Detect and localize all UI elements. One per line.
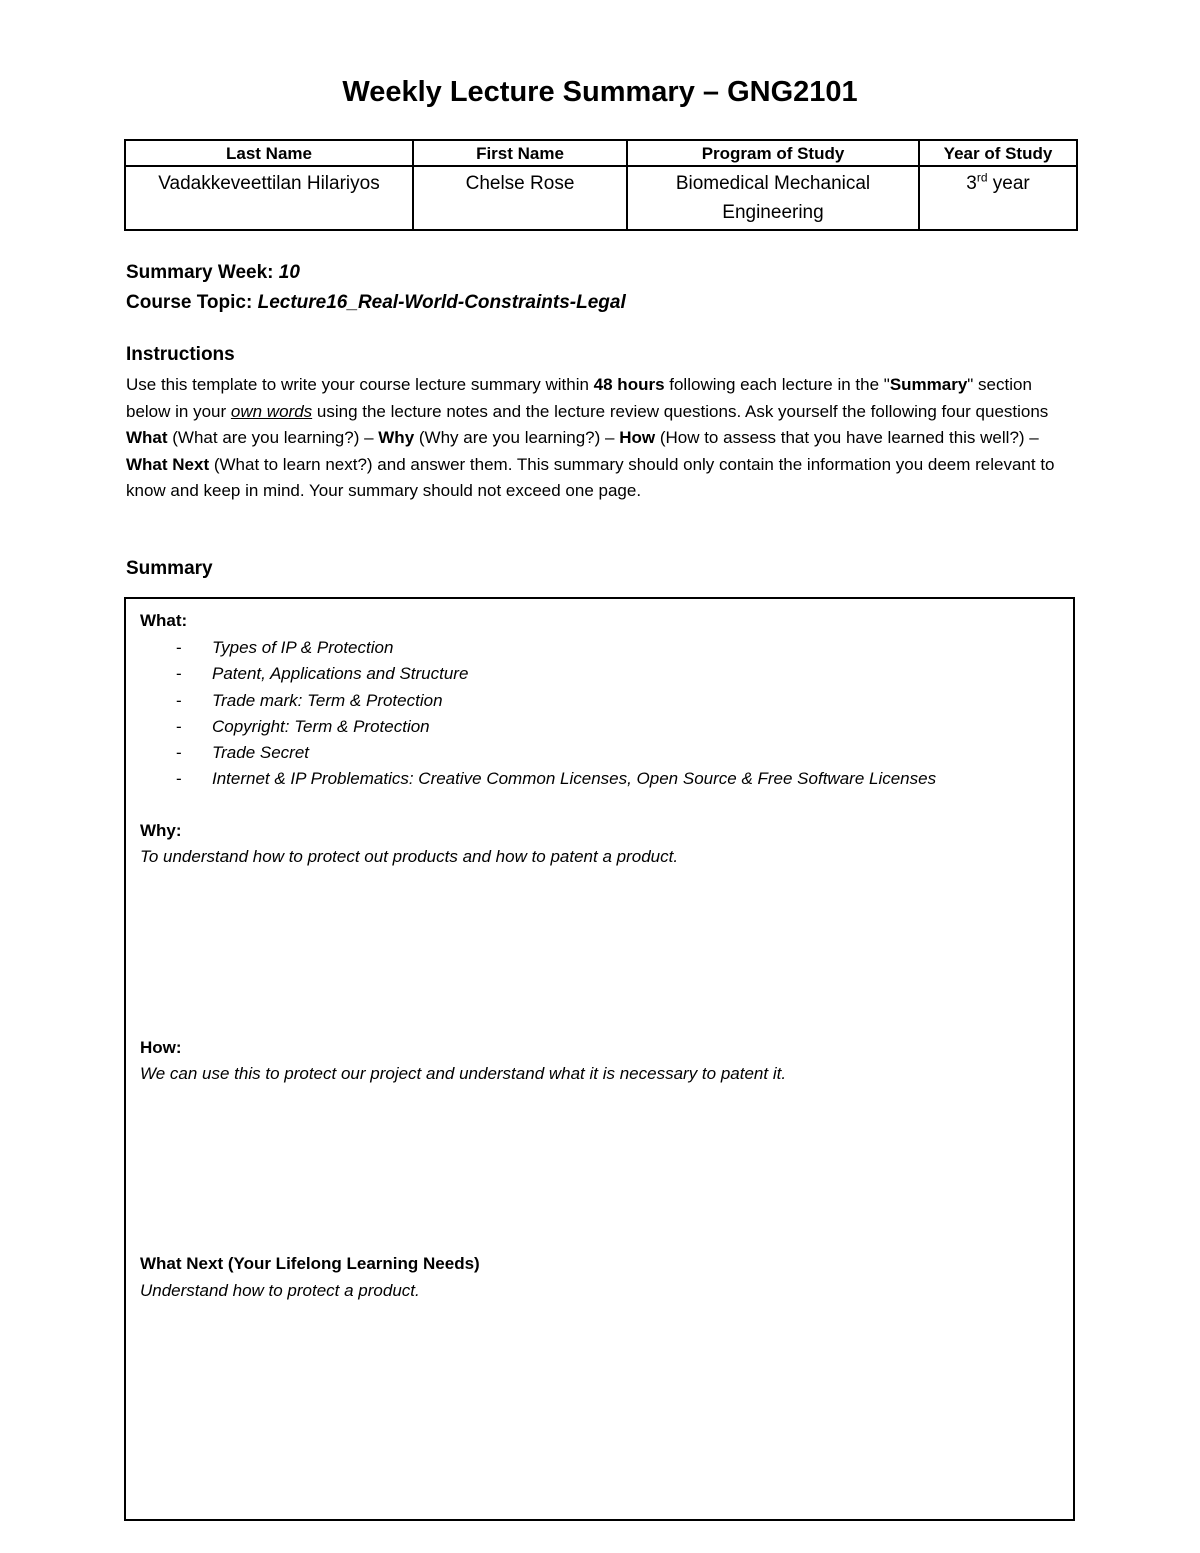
student-info-table	[124, 139, 1078, 231]
dash-bullet: -	[176, 690, 182, 710]
dash-bullet: -	[176, 638, 182, 657]
list-item-text: Patent, Applications and Structure	[212, 664, 469, 684]
summary-week-line	[126, 258, 626, 288]
what-label: What:	[140, 611, 188, 630]
list-item-text: Trade Secret	[212, 743, 310, 763]
instr-own-words: own words	[230, 401, 313, 421]
topic-value: Lecture16_Real-World-Constraints-Legal	[257, 292, 626, 313]
how-label: How:	[140, 1038, 182, 1057]
summary-heading: Summary	[126, 558, 213, 579]
instr-text-4: using the lecture notes and the lecture review questions. Ask yourself the following four questions	[312, 401, 1049, 421]
instr-bold-why: Why	[378, 428, 415, 447]
instr-text-1: Use this template to write your course lecture summary within	[126, 375, 594, 394]
instr-text-7: (How to assess that you have learned this well?) –	[655, 428, 1039, 447]
why-label: Why:	[140, 821, 182, 840]
week-value: 10	[278, 262, 300, 283]
instr-bold-what: What	[126, 428, 168, 447]
instr-underline-own-words	[231, 402, 312, 421]
what-next-text: Understand how to protect a product.	[140, 1281, 420, 1300]
cell-year	[919, 166, 1077, 230]
what-list	[140, 635, 936, 793]
list-item-text: Copyright: Term & Protection	[212, 716, 430, 736]
how-text: We can use this to protect our project and understand what it is necessary to patent it.	[140, 1064, 787, 1083]
cell-first-name: Chelse Rose	[413, 166, 627, 230]
list-item	[140, 635, 936, 661]
instr-text-2: following each lecture in the "	[664, 375, 890, 394]
program-line2: Engineering	[722, 202, 824, 223]
dash-bullet: -	[176, 743, 182, 763]
dash-bullet: -	[176, 664, 182, 684]
program-line1: Biomedical Mechanical	[675, 173, 871, 194]
dash-bullet: -	[176, 716, 182, 736]
list-item	[140, 688, 936, 714]
instr-bold-summary: Summary	[889, 375, 968, 394]
list-item-text: Internet & IP Problematics: Creative Common Licenses, Open Source & Free Software Licenses	[212, 769, 937, 789]
what-next-label: What Next (Your Lifelong Learning Needs)	[140, 1254, 480, 1273]
why-text: To understand how to protect out products and how to patent a product.	[140, 847, 679, 866]
list-item	[140, 661, 936, 687]
list-item-text: Trade mark: Term & Protection	[212, 690, 443, 710]
year-superscript: rd	[976, 170, 988, 185]
list-item	[140, 714, 936, 740]
list-item-text: Types of IP & Protection	[212, 638, 394, 657]
instr-text-8: (What to learn next?) and answer them. This summary should only contain the information you deem relevant to know and keep in mind. Your summary should not exceed one page.	[126, 454, 1055, 500]
instr-text-3: " section below in your	[126, 375, 1032, 421]
summary-box	[124, 597, 1075, 1521]
year-number: 3	[966, 173, 977, 194]
instr-bold-what-next: What Next	[126, 454, 210, 474]
header-last-name: Last Name	[125, 140, 413, 166]
year-word: year	[987, 173, 1030, 194]
week-label: Summary Week:	[126, 262, 279, 283]
dash-bullet: -	[176, 769, 182, 789]
header-program: Program of Study	[627, 140, 919, 166]
instructions-text	[126, 372, 1071, 505]
cell-program	[627, 166, 919, 230]
summary-meta	[126, 258, 626, 318]
topic-label: Course Topic:	[126, 292, 258, 313]
cell-last-name: Vadakkeveettilan Hilariyos	[125, 166, 413, 230]
instr-text-6: (Why are you learning?) –	[414, 428, 620, 447]
list-item	[140, 740, 936, 766]
table-row	[125, 166, 1077, 230]
instr-bold-how: How	[619, 428, 656, 447]
instr-bold-48-hours: 48 hours	[593, 375, 665, 394]
instr-text-5: (What are you learning?) –	[167, 428, 379, 447]
page-title: Weekly Lecture Summary – GNG2101	[342, 76, 858, 108]
header-year: Year of Study	[919, 140, 1077, 166]
header-first-name: First Name	[413, 140, 627, 166]
table-header-row	[125, 140, 1077, 166]
course-topic-line	[126, 288, 626, 318]
instructions-heading: Instructions	[126, 344, 235, 365]
list-item	[140, 766, 936, 792]
